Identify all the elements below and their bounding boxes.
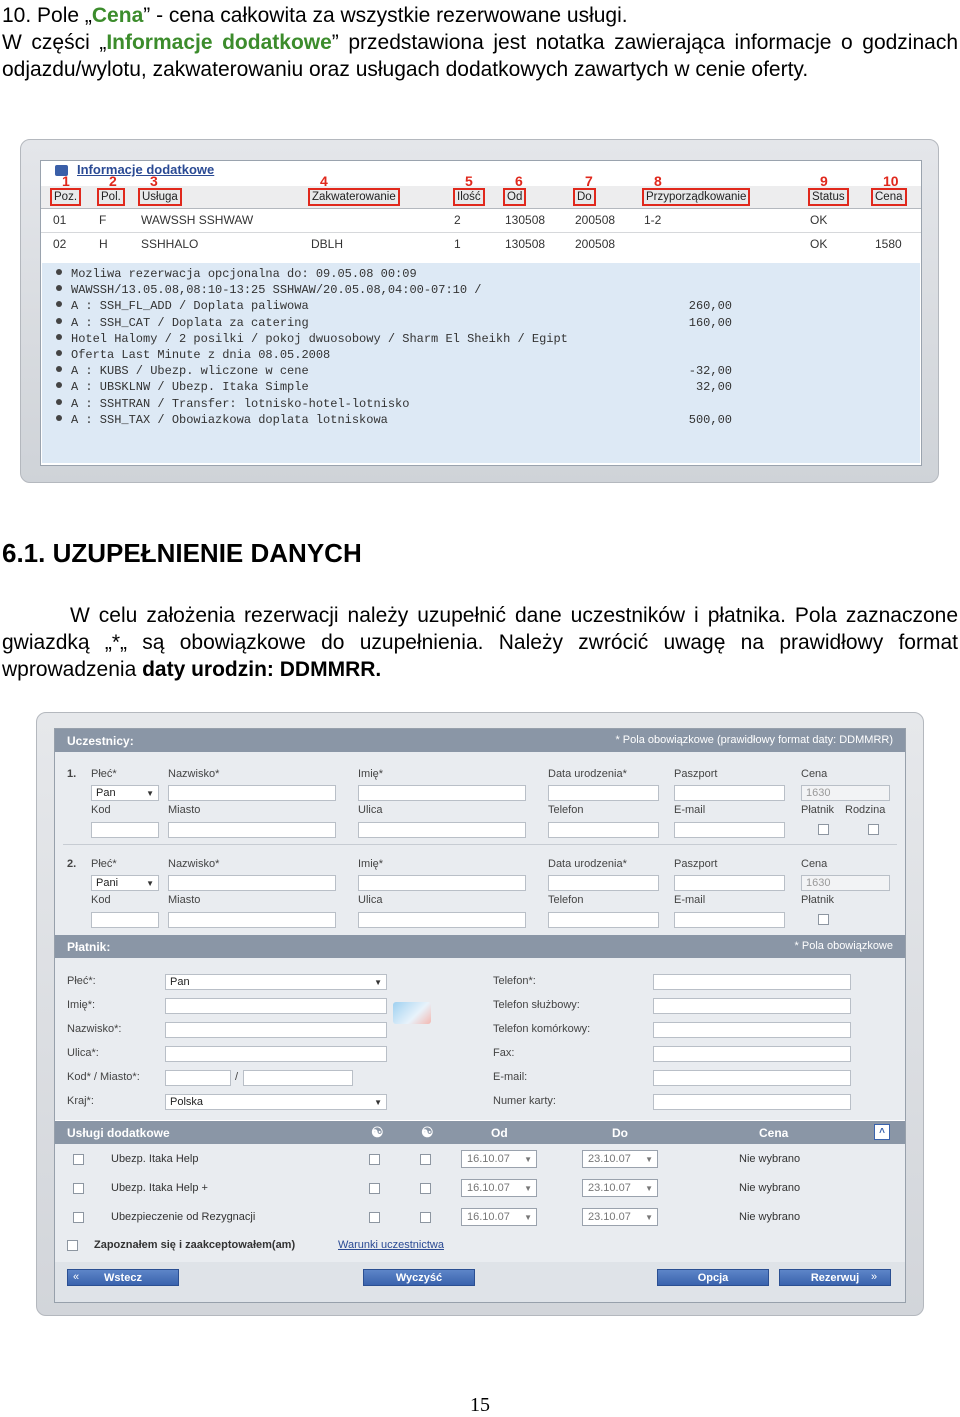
date-from-select[interactable] (461, 1208, 537, 1226)
label-passport: Paszport (674, 858, 718, 870)
info-panel-title[interactable]: Informacje dodatkowe (77, 162, 215, 177)
payer-checkbox[interactable] (818, 914, 829, 925)
label-surname: Nazwisko* (168, 858, 220, 870)
participants-bar (55, 729, 905, 752)
payer-field-right[interactable] (653, 998, 851, 1014)
label-gender: Płeć* (91, 768, 117, 780)
label-postcode: Kod (91, 804, 111, 816)
callout-number-9: 9 (820, 173, 828, 189)
note-amount: 500,00 (688, 412, 732, 427)
table-row[interactable] (41, 232, 921, 255)
payer-checkbox[interactable] (818, 824, 829, 835)
note-text: A : SSH_TAX / Obowiazkowa doplata lotniskowa (71, 412, 388, 427)
payer-note: * Pola obowiązkowe (794, 940, 893, 952)
first-name-input[interactable] (358, 785, 526, 801)
label-phone: Telefon (548, 804, 584, 816)
payer-panel (55, 958, 905, 1120)
callout-number-2: 2 (109, 173, 117, 189)
note-amount: 32,00 (695, 380, 732, 395)
participant-separator (63, 844, 897, 845)
payer-field-right[interactable] (653, 974, 851, 990)
note-text: A : KUBS / Ubezp. wliczone w cene (71, 364, 309, 379)
cell-status: OK (810, 213, 828, 227)
child-icon: ☯ (421, 1124, 434, 1140)
payer-label-left: Nazwisko*: (67, 1023, 122, 1035)
col-header-zakwaterowanie[interactable]: Zakwaterowanie (308, 188, 400, 206)
payer-label-right: Fax: (493, 1047, 515, 1059)
bullet-icon (56, 399, 62, 405)
participant-number: 2. (67, 858, 77, 870)
bullet-icon (56, 301, 62, 307)
date-from-value: 16.10.07 (467, 1182, 510, 1194)
label-payer: Płatnik (801, 804, 835, 816)
gender-select[interactable] (91, 785, 159, 801)
date-to-value: 23.10.07 (588, 1153, 631, 1165)
cell-poz: 01 (53, 213, 67, 227)
postcode-input[interactable] (91, 912, 159, 928)
col-header-od[interactable]: Od (503, 188, 526, 206)
section-para-text: W celu założenia rezerwacji należy uzupełnić dane uczestników i płatnika. Pola zaznaczone gwiazdką „*„ są obowiązkowe do uzupełnienia. Należy zwrócić uwagę na prawidłowy format wprowadzenia (2, 604, 958, 681)
section-paragraph (2, 602, 958, 683)
cell-usluga: WAWSSH SSHWAW (141, 213, 254, 227)
label-first-name: Imię* (358, 768, 384, 780)
payer-surname-input[interactable] (165, 1022, 387, 1038)
street-input[interactable] (358, 822, 526, 838)
participants-note: * Pola obowiązkowe (prawidłowy format daty: DDMMRR) (615, 734, 893, 746)
form-screenshot (36, 712, 924, 1316)
date-to-select[interactable] (582, 1179, 658, 1197)
page-number: 15 (470, 1394, 490, 1416)
accept-text: Zapoznałem się i zaakceptowałem(am) (94, 1239, 296, 1251)
cell-status: OK (810, 237, 828, 251)
service-price: Nie wybrano (739, 1182, 801, 1194)
payer-first-name-input[interactable] (165, 998, 387, 1014)
cell-poz: 02 (53, 237, 67, 251)
payer-label-left: Imię*: (67, 999, 96, 1011)
birth-date-input[interactable] (548, 785, 659, 801)
label-street: Ulica (358, 804, 383, 816)
participant-number: 1. (67, 768, 77, 780)
option-button[interactable]: Opcja (657, 1269, 769, 1286)
cell-do: 200508 (575, 213, 616, 227)
cell-ilosc: 1 (454, 237, 461, 251)
section-para-bold: daty urodzin: DDMMRR. (142, 658, 382, 681)
col-header-status[interactable]: Status (808, 188, 849, 206)
adult-checkbox[interactable] (369, 1183, 380, 1194)
note-text: Hotel Halomy / 2 posilki / pokoj dwuosobowy / Sharm El Sheikh / Egipt (71, 331, 568, 346)
adult-checkbox[interactable] (369, 1212, 380, 1223)
label-first-name: Imię* (358, 858, 384, 870)
payer-field-right[interactable] (653, 1022, 851, 1038)
section-heading: 6.1. UZUPEŁNIENIE DANYCH (2, 538, 362, 568)
payer-city-input[interactable] (243, 1070, 353, 1086)
accept-row (55, 1232, 905, 1258)
label-gender: Płeć* (91, 858, 117, 870)
double-left-icon: « (73, 1271, 80, 1283)
date-from-value: 16.10.07 (467, 1211, 510, 1223)
intro-para-start: W części „ (2, 31, 107, 54)
note-text: A : SSH_FL_ADD / Doplata paliwowa (71, 299, 309, 314)
payer-label-right: Telefon komórkowy: (493, 1023, 591, 1035)
date-from-select[interactable] (461, 1179, 537, 1197)
button-bar (55, 1262, 905, 1302)
col-header-pol[interactable]: Pol. (97, 188, 125, 206)
date-to-select[interactable] (582, 1208, 658, 1226)
postcode-input[interactable] (91, 822, 159, 838)
participants-title: Uczestnicy: (67, 734, 134, 748)
callout-number-6: 6 (515, 173, 523, 189)
terms-link[interactable]: Warunki uczestnictwa (338, 1239, 444, 1251)
note-line (56, 316, 916, 330)
callout-number-10: 10 (883, 173, 899, 189)
child-checkbox[interactable] (420, 1154, 431, 1165)
payer-bar (55, 935, 905, 958)
col-header-usluga[interactable]: Usługa (138, 188, 182, 206)
gender-value: Pan (96, 787, 116, 799)
label-postcode: Kod (91, 894, 111, 906)
collapse-up-icon[interactable]: ˄ (874, 1124, 890, 1140)
intro-line-1-end: ” - cena całkowita za wszystkie rezerwowane usługi. (143, 4, 628, 27)
intro-line-1 (2, 2, 958, 29)
card-icon[interactable] (393, 1002, 431, 1024)
bullet-icon (56, 366, 62, 372)
payer-label-left: Ulica*: (67, 1047, 99, 1059)
info-panel-titlebar (41, 161, 921, 179)
payer-title: Płatnik: (67, 940, 111, 954)
cell-przyporzadkowanie: 1-2 (644, 213, 662, 227)
note-line (56, 413, 916, 427)
info-screenshot (20, 139, 939, 483)
payer-label-right: Numer karty: (493, 1095, 556, 1107)
note-amount: 160,00 (688, 315, 732, 330)
passport-input[interactable] (674, 785, 785, 801)
service-checkbox[interactable] (73, 1154, 84, 1165)
callout-number-1: 1 (62, 173, 70, 189)
payer-country-select[interactable] (165, 1094, 387, 1110)
intro-highlight-cena: Cena (91, 4, 144, 27)
double-right-icon: » (871, 1271, 878, 1283)
label-email: E-mail (674, 894, 706, 906)
label-email: E-mail (674, 804, 706, 816)
service-price: Nie wybrano (739, 1153, 801, 1165)
col-header-przyporzadkowanie[interactable]: Przyporządkowanie (642, 188, 750, 206)
clear-button[interactable]: Wyczyść (363, 1269, 475, 1286)
city-input[interactable] (168, 912, 336, 928)
services-col-do: Do (612, 1126, 628, 1140)
payer-label-left: Kraj*: (67, 1095, 94, 1107)
bullet-icon (56, 382, 62, 388)
note-line (56, 332, 916, 346)
service-price: Nie wybrano (739, 1211, 801, 1223)
date-to-value: 23.10.07 (588, 1182, 631, 1194)
col-header-cena[interactable]: Cena (871, 188, 907, 206)
gender-select[interactable] (91, 875, 159, 891)
date-from-value: 16.10.07 (467, 1153, 510, 1165)
cell-od: 130508 (505, 213, 546, 227)
table-row[interactable] (41, 209, 921, 231)
service-row (55, 1145, 905, 1174)
note-line (56, 380, 916, 394)
payer-field-right[interactable] (653, 1046, 851, 1062)
payer-field-right[interactable] (653, 1070, 851, 1086)
col-header-poz[interactable]: Poz. (50, 188, 81, 206)
cell-cena: 1580 (875, 237, 902, 251)
label-family: Rodzina (845, 804, 886, 816)
cell-pol: H (99, 237, 108, 251)
postcode-slash: / (235, 1071, 239, 1083)
cell-usluga: SSHHALO (141, 237, 199, 251)
info-notes (42, 263, 920, 463)
payer-label-left: Płeć*: (67, 975, 96, 987)
services-bar (55, 1121, 905, 1144)
cell-do: 200508 (575, 237, 616, 251)
street-input[interactable] (358, 912, 526, 928)
bullet-icon (56, 350, 62, 356)
service-row (55, 1203, 905, 1232)
callout-number-5: 5 (465, 173, 473, 189)
bullet-icon (56, 285, 62, 291)
note-line (56, 267, 916, 281)
date-from-select[interactable] (461, 1150, 537, 1168)
service-checkbox[interactable] (73, 1183, 84, 1194)
services-panel (55, 1144, 905, 1302)
service-name: Ubezp. Itaka Help (111, 1153, 199, 1165)
email-input[interactable] (674, 822, 785, 838)
info-panel (40, 160, 922, 466)
callout-number-4: 4 (320, 173, 328, 189)
services-col-od: Od (491, 1126, 508, 1140)
label-surname: Nazwisko* (168, 768, 220, 780)
phone-input[interactable] (548, 912, 659, 928)
payer-postcode-input[interactable] (165, 1070, 231, 1086)
info-table-header (41, 186, 921, 209)
note-text: Mozliwa rezerwacja opcjonalna do: 09.05.08 00:09 (71, 267, 417, 281)
price-field: 1630 (801, 875, 890, 891)
note-text: Oferta Last Minute z dnia 08.05.2008 (71, 348, 331, 362)
back-button[interactable]: Wstecz (67, 1269, 179, 1286)
intro-highlight-info: Informacje dodatkowe (106, 31, 332, 54)
note-text: A : UBSKLNW / Ubezp. Itaka Simple (71, 380, 309, 395)
note-text: WAWSSH/13.05.08,08:10-13:25 SSHWAW/20.05.08,04:00-07:10 / (71, 283, 482, 298)
payer-label-right: Telefon*: (493, 975, 536, 987)
payer-street-input[interactable] (165, 1046, 387, 1062)
phone-input[interactable] (548, 822, 659, 838)
payer-label-left: Kod* / Miasto*: (67, 1071, 140, 1083)
bullet-icon (56, 415, 62, 421)
intro-line-1-start: 10. Pole „ (2, 4, 92, 27)
participants-panel (55, 752, 905, 935)
adult-checkbox[interactable] (369, 1154, 380, 1165)
bullet-icon (56, 334, 62, 340)
adult-icon: ☯ (371, 1124, 384, 1140)
payer-gender-select[interactable] (165, 974, 387, 990)
label-phone: Telefon (548, 894, 584, 906)
payer-field-right[interactable] (653, 1094, 851, 1110)
note-line (56, 348, 916, 362)
city-input[interactable] (168, 822, 336, 838)
intro-paragraph (2, 29, 958, 83)
payer-gender-value: Pan (170, 976, 190, 988)
note-line (56, 364, 916, 378)
price-field: 1630 (801, 785, 890, 801)
label-birth-date: Data urodzenia* (548, 858, 627, 870)
bullet-icon (56, 318, 62, 324)
birth-date-input[interactable] (548, 875, 659, 891)
cell-pol: F (99, 213, 107, 227)
child-checkbox[interactable] (420, 1183, 431, 1194)
label-city: Miasto (168, 804, 201, 816)
note-line (56, 397, 916, 411)
label-passport: Paszport (674, 768, 718, 780)
service-checkbox[interactable] (73, 1212, 84, 1223)
note-line (56, 283, 916, 297)
callout-number-7: 7 (585, 173, 593, 189)
booking-form (54, 728, 906, 1303)
label-price: Cena (801, 768, 828, 780)
passport-input[interactable] (674, 875, 785, 891)
payer-country-value: Polska (170, 1096, 204, 1108)
surname-input[interactable] (168, 875, 336, 891)
service-name: Ubezpieczenie od Rezygnacji (111, 1211, 256, 1223)
bullet-icon (56, 269, 62, 275)
cell-ilosc: 2 (454, 213, 461, 227)
label-street: Ulica (358, 894, 383, 906)
reserve-button[interactable]: Rezerwuj (779, 1269, 891, 1286)
payer-label-right: E-mail: (493, 1071, 528, 1083)
child-checkbox[interactable] (420, 1212, 431, 1223)
payer-label-right: Telefon służbowy: (493, 999, 580, 1011)
callout-number-8: 8 (654, 173, 662, 189)
note-text: A : SSH_CAT / Doplata za catering (71, 315, 309, 330)
note-amount: 260,00 (688, 299, 732, 314)
intro-para-end: ” przedstawiona jest notatka zawierająca informacje o godzinach odjazdu/wylotu, zakwaterowaniu oraz usługach dodatkowych zawartych w cenie oferty. (2, 31, 959, 81)
callout-number-3: 3 (150, 173, 158, 189)
surname-input[interactable] (168, 785, 336, 801)
label-price: Cena (801, 858, 828, 870)
services-col-cena: Cena (759, 1126, 789, 1140)
col-header-ilosc[interactable]: Ilość (453, 188, 485, 206)
label-payer: Płatnik (801, 894, 835, 906)
note-text: A : SSHTRAN / Transfer: lotnisko-hotel-lotnisko (71, 396, 410, 411)
date-to-select[interactable] (582, 1150, 658, 1168)
label-city: Miasto (168, 894, 201, 906)
cell-od: 130508 (505, 237, 546, 251)
services-title: Usługi dodatkowe (67, 1126, 170, 1140)
service-row (55, 1174, 905, 1203)
family-checkbox[interactable] (868, 824, 879, 835)
first-name-input[interactable] (358, 875, 526, 891)
cell-zakwaterowanie: DBLH (311, 237, 344, 251)
note-amount: -32,00 (688, 364, 732, 379)
note-line (56, 299, 916, 313)
label-birth-date: Data urodzenia* (548, 768, 627, 780)
accept-checkbox[interactable] (67, 1240, 78, 1251)
gender-value: Pani (96, 877, 119, 889)
col-header-do[interactable]: Do (573, 188, 596, 206)
date-to-value: 23.10.07 (588, 1211, 631, 1223)
service-name: Ubezp. Itaka Help + (111, 1182, 208, 1194)
email-input[interactable] (674, 912, 785, 928)
